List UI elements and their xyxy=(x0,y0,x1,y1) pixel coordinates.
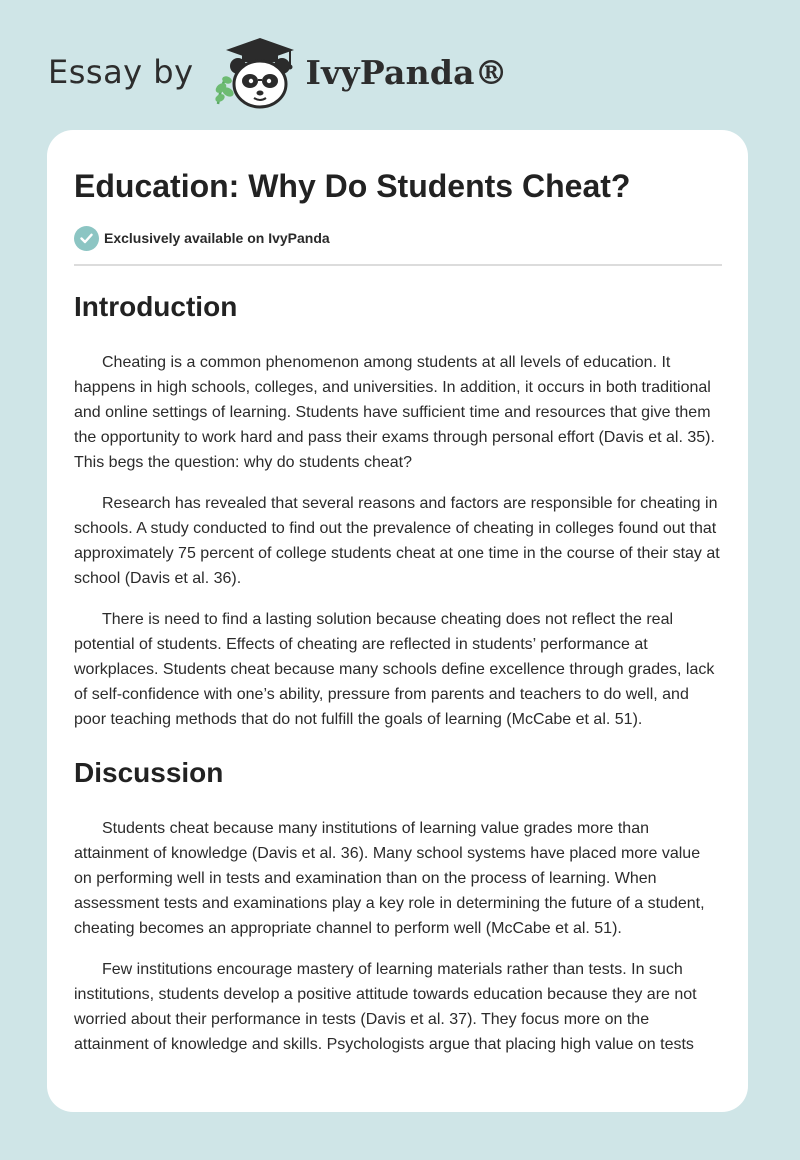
exclusive-badge xyxy=(74,225,722,251)
divider xyxy=(74,264,722,266)
article-card xyxy=(47,130,748,1112)
section-heading-discussion: Discussion xyxy=(74,757,224,788)
paragraph: Research has revealed that several reasons and factors are responsible for cheating in schools. A study conducted to find out the prevalence of cheating in colleges found out that approximately 75 percent of college students cheat at one time in the course of their stay at school (Davis et al. 36). xyxy=(74,495,720,587)
paragraph: Few institutions encourage mastery of learning materials rather than tests. In such institutions, students develop a positive attitude towards education because they are not worried about their performance in tests (Davis et al. 37). They focus more on the attainment of knowledge and skills. Psychologists argue that placing high value on tests xyxy=(74,961,697,1053)
paragraph: Students cheat because many institutions of learning value grades more than attainment of knowledge (Davis et al. 36). Many school systems have placed more value on performing well in tests and examination than on the process of learning. When assessment tests and examinations play a key role in determining the future of a student, cheating becomes an appropriate channel to perform well (McCabe et al. 51). xyxy=(74,820,705,937)
brand-name[interactable]: IvyPanda® xyxy=(305,52,508,92)
section-heading-introduction: Introduction xyxy=(74,291,238,322)
page-title: Education: Why Do Students Cheat? xyxy=(74,168,631,204)
paragraph: Cheating is a common phenomenon among students at all levels of education. It happens in high schools, colleges, and universities. In addition, it occurs in both traditional and online settings of learning. Students have sufficient time and resources that give them the opportunity to work hard and pass their exams through personal effort (Davis et al. 35). This begs the question: why do students cheat? xyxy=(74,354,715,471)
essay-by-label: Essay by xyxy=(48,53,194,91)
paragraph: There is need to find a lasting solution because cheating does not reflect the real potential of students. Effects of cheating are reflected in students’ performance at workplaces. Students cheat because many schools define excellence through grades, lack of self-confidence with one’s ability, pressure from parents and teachers to do well, and poor teaching methods that do not fulfill the goals of learning (McCabe et al. 51). xyxy=(74,611,715,728)
check-circle-icon xyxy=(74,226,99,251)
panda-graduate-icon[interactable] xyxy=(208,34,300,110)
site-header xyxy=(48,32,508,112)
exclusive-label: Exclusively available on IvyPanda xyxy=(104,230,330,246)
